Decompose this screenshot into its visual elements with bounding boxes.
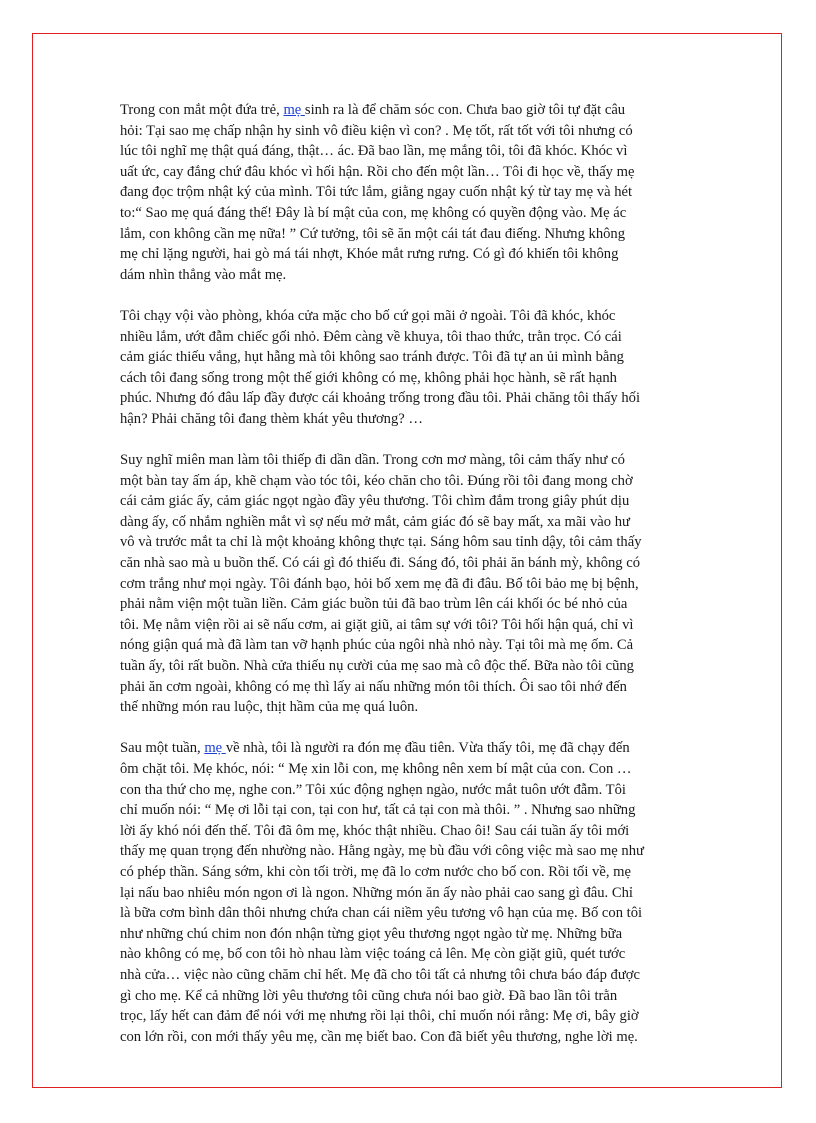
text-segment: căn nhà sao mà u buồn thế. Có cái gì đó thiếu đi. Sáng đó, tôi phải ăn bánh mỳ, không có — [120, 555, 641, 572]
paragraph — [120, 450, 695, 718]
text-line — [120, 883, 695, 904]
text-segment: trọc, lấy hết can đảm để nói với mẹ nhưng rồi lại thôi, chỉ muốn nói rằng: Mẹ ơi, bây giờ — [120, 1008, 639, 1025]
text-line — [120, 224, 695, 245]
text-line — [120, 615, 695, 636]
text-line — [120, 841, 695, 862]
text-line — [120, 800, 695, 821]
inline-link[interactable]: mẹ — [283, 102, 305, 118]
text-segment: là bữa cơm bình dân thôi nhưng chứa chan cái niềm yêu tương vô hạn của mẹ. Bố con tôi — [120, 905, 643, 922]
document-body — [120, 100, 695, 1047]
text-segment: hỏi: Tại sao mẹ chấp nhận hy sinh vô điều kiện vì con? . Mẹ tốt, rất tốt với tôi nhưng có — [120, 122, 633, 139]
text-segment: to:“ Sao mẹ quá đáng thế! Đây là bí mật của con, mẹ không có quyền động vào. Mẹ ác — [120, 204, 627, 221]
text-line — [120, 265, 695, 286]
text-line — [120, 141, 695, 162]
text-segment: lại nấu bao nhiêu món ngon ơi là ngon. Những món ăn ấy nào phải cao sang gì đâu. Chỉ — [120, 884, 633, 901]
text-line — [120, 162, 695, 183]
paragraph — [120, 100, 695, 285]
text-segment: ôm chặt tôi. Mẹ khóc, nói: “ Mẹ xin lỗi con, mẹ không nên xem bí mật của con. Con … — [120, 761, 632, 777]
text-segment: thế những món rau luộc, thịt hầm của mẹ quá luôn. — [120, 699, 419, 716]
text-line — [120, 532, 695, 553]
inline-link[interactable]: mẹ — [204, 740, 226, 757]
paragraph — [120, 738, 695, 1047]
text-line — [120, 738, 695, 759]
text-segment: dám nhìn thẳng vào mắt mẹ. — [120, 266, 287, 283]
text-line — [120, 821, 695, 842]
text-segment: chỉ muốn nói: “ Mẹ ơi lỗi tại con, tại con hư, tất cả tại con mà thôi. ” . Nhưng sao những — [120, 802, 636, 819]
text-line — [120, 1027, 695, 1048]
text-segment: sinh ra là để chăm sóc con. Chưa bao giờ tôi tự đặt câu — [304, 102, 626, 118]
text-line — [120, 203, 695, 224]
text-segment: vô và trước mắt ta chỉ là một khoảng không thực tại. Sáng hôm sau tỉnh dậy, tôi cảm thấy — [120, 534, 642, 551]
text-segment: tuần ấy, tôi rất buồn. Nhà cửa thiếu nụ cười của mẹ sao mà cô độc thế. Bữa nào tôi cũng — [120, 658, 634, 675]
text-segment: Suy nghĩ miên man làm tôi thiếp đi dần dần. Trong cơn mơ màng, tôi cảm thấy như có — [120, 452, 625, 469]
text-segment: nào không có mẹ, bố con tôi hò nhau làm việc toáng cả lên. Mẹ còn giặt giũ, quét tước — [120, 946, 626, 963]
text-line — [120, 450, 695, 471]
text-line — [120, 594, 695, 615]
text-segment: cơm trắng như mọi ngày. Tôi đánh bạo, hỏi bố xem mẹ đã đi đâu. Bố tôi bảo mẹ bị bệnh, — [120, 575, 639, 592]
text-line — [120, 100, 695, 121]
text-line — [120, 944, 695, 965]
text-segment: về nhà, tôi là người ra đón mẹ đầu tiên. Vừa thấy tôi, mẹ đã chạy đến — [225, 740, 630, 757]
text-segment: nóng giận quá mà đã làm tan vỡ hạnh phúc của ngôi nhà nhỏ này. Tại tôi mà mẹ ốm. Cả — [120, 637, 634, 654]
text-segment: như những chú chim non đón nhận từng giọt yêu thương ngọt ngào từ mẹ. Những bữa — [120, 925, 623, 942]
text-line — [120, 306, 695, 327]
text-segment: đang đọc trộm nhật ký của mình. Tôi tức lắm, giằng ngay cuốn nhật ký từ tay mẹ và hét — [120, 184, 633, 201]
text-line — [120, 512, 695, 533]
text-line — [120, 759, 695, 780]
text-line — [120, 903, 695, 924]
text-segment: phúc. Nhưng đó đâu lấp đầy được cái khoảng trống trong đầu tôi. Phải chăng tôi thấy hối — [120, 390, 641, 407]
text-line — [120, 182, 695, 203]
text-line — [120, 697, 695, 718]
text-segment: phải nằm viện một tuần liền. Cảm giác buồn tủi đã bao trùm lên cái khối óc bé nhỏ của — [120, 596, 628, 613]
text-line — [120, 471, 695, 492]
text-line — [120, 347, 695, 368]
text-line — [120, 965, 695, 986]
text-line — [120, 121, 695, 142]
text-segment: Tôi chạy vội vào phòng, khóa cửa mặc cho bố cứ gọi mãi ở ngoài. Tôi đã khóc, khóc — [120, 307, 616, 324]
text-segment: gì cho mẹ. Kể cả những lời yêu thương tôi cũng chưa nói bao giờ. Đã bao lần tôi trằn — [120, 987, 618, 1004]
text-segment: Sau một tuần, — [120, 740, 205, 757]
text-line — [120, 677, 695, 698]
text-line — [120, 244, 695, 265]
text-line — [120, 635, 695, 656]
text-line — [120, 409, 695, 430]
text-line — [120, 986, 695, 1007]
text-line — [120, 780, 695, 801]
text-segment: con lớn rồi, con mới thấy yêu mẹ, cần mẹ biết bao. Con đã biết yêu thương, nghe lời mẹ. — [120, 1028, 638, 1045]
text-line — [120, 1006, 695, 1027]
text-line — [120, 574, 695, 595]
text-segment: dàng ấy, cố nhắm nghiền mắt vì sợ nếu mở mắt, cảm giác đó sẽ bay mất, xa mãi vào hư — [120, 513, 630, 530]
text-segment: cái cảm giác ấy, cảm giác ngọt ngào đầy yêu thương. Tôi chìm đắm trong giây phút dịu — [120, 493, 630, 510]
text-segment: phải ăn cơm ngoài, không có mẹ thì lấy ai nấu những món tôi thích. Ôi sao tôi nhớ đến — [120, 678, 627, 695]
text-segment: nhiều lắm, ướt đẫm chiếc gối nhỏ. Đêm càng về khuya, tôi thao thức, trằn trọc. Có cái — [120, 328, 622, 345]
text-segment: con tha thứ cho mẹ, nghe con.” Tôi xúc động nghẹn ngào, nước mắt tuôn ướt đẫm. Tôi — [120, 781, 626, 798]
text-segment: cảm giác thiếu vắng, hụt hẫng mà tôi không sao tránh được. Tôi đã tự an ủi mình bằng — [120, 349, 624, 366]
text-line — [120, 862, 695, 883]
text-segment: thấy mẹ quan trọng đến nhường nào. Hằng ngày, mẹ bù đầu với công việc mà sao mẹ như — [120, 843, 644, 860]
text-line — [120, 553, 695, 574]
text-segment: mẹ chỉ lặng người, hai gò má tái nhợt, Khóe mắt rưng rưng. Có gì đó khiến tôi không — [120, 246, 619, 263]
text-segment: tôi. Mẹ nằm viện rồi ai sẽ nấu cơm, ai giặt giũ, ai tâm sự với tôi? Tôi hối hận quá, chỉ vì — [120, 616, 634, 633]
paragraph — [120, 306, 695, 430]
text-segment: Trong con mắt một đứa trẻ, — [120, 102, 284, 118]
text-segment: nhà cửa… việc nào cũng chăm chỉ hết. Mẹ đã cho tôi tất cả nhưng tôi chưa báo đáp được — [120, 966, 640, 983]
text-line — [120, 368, 695, 389]
text-segment: hận? Phải chăng tôi đang thèm khát yêu thương? … — [120, 410, 423, 427]
text-segment: cách tôi đang sống trong một thế giới không có mẹ, không phải học hành, sẽ rất hạnh — [120, 369, 617, 386]
text-segment: lời ấy khó nói đến thế. Tôi đã ôm mẹ, khóc thật nhiều. Chao ôi! Sau cái tuần ấy tôi mới — [120, 822, 630, 839]
text-line — [120, 491, 695, 512]
text-line — [120, 656, 695, 677]
text-line — [120, 924, 695, 945]
text-segment: uất ức, cay đắng chứ đâu khóc vì hối hận. Rồi cho đến một lần… Tôi đi học về, thấy mẹ — [120, 163, 635, 180]
text-segment: có phép thần. Sáng sớm, khi còn tối trời, mẹ đã lo cơm nước cho bố con. Rồi tối về, mẹ — [120, 863, 631, 880]
text-line — [120, 388, 695, 409]
text-segment: lúc tôi nghĩ mẹ thật quá đáng, thật… ác. Đã bao lần, mẹ mắng tôi, tôi đã khóc. Khóc vì — [120, 143, 628, 160]
text-line — [120, 327, 695, 348]
text-segment: một bàn tay ấm áp, khẽ chạm vào tóc tôi, kéo chăn cho tôi. Đúng rồi tôi đang mong chờ — [120, 472, 633, 489]
text-segment: lắm, con không cần mẹ nữa! ” Cứ tưởng, tôi sẽ ăn một cái tát đau điếng. Nhưng không — [120, 225, 626, 242]
